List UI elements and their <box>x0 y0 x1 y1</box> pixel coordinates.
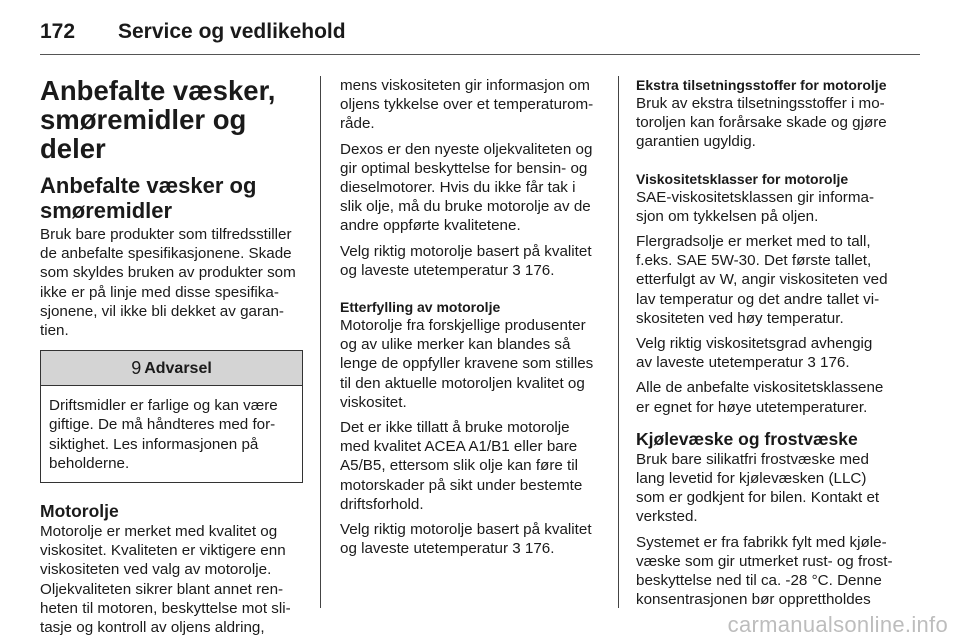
paragraph: Det er ikke tillatt å bruke motorolje med kvalitet ACEA A1/B1 eller bare A5/B5, ettersom slik olje kan føre til motorskader på sikt under bestemte driftsforhold. <box>340 419 583 513</box>
warning-title: Advarsel <box>144 359 212 377</box>
section-title-line: Anbefalte væsker, <box>40 75 276 106</box>
column-divider <box>618 76 619 608</box>
paragraph: Bruk bare silikatfri frostvæske med lang levetid for kjølevæsken (LLC) som er godkjent for bilen. Kontakt et verksted. <box>636 450 880 526</box>
kjolevaske-heading: Kjølevæske og frostvæske <box>636 428 858 449</box>
paragraph: Flergradsolje er merket med to tall, f.eks. SAE 5W-30. Det første tallet, etterfulgt av W, angir viskositeten ved lav temperatur og det andre tallet vi- skositeten ved høy temperatur. <box>636 233 888 327</box>
warning-body: Driftsmidler er farlige og kan være giftige. De må håndteres med for- siktighet. Les informasjonen på beholderne. <box>49 397 278 472</box>
intro-paragraph: Bruk bare produkter som tilfredsstiller de anbefalte spesifikasjonene. Skade som skyldes bruken av produkter som ikke er på linje med disse spesifika- sjonene, vil ikke bli dekket av garan- tien. <box>40 226 296 340</box>
watermark: carmanualsonline.info <box>727 612 948 637</box>
paragraph: Dexos er den nyeste oljekvaliteten og gir optimal beskyttelse for bensin- og dieselmotorer. Hvis du ikke får tak i slik olje, må du bruke motorolje av de andre oppførte kvalitetene. <box>340 140 593 235</box>
paragraph: Velg riktig motorolje basert på kvalitet og laveste utetemperatur 3 176. <box>340 521 592 558</box>
etterfylling-heading: Etterfylling av motorolje <box>340 299 501 316</box>
page-number: 172 <box>40 20 76 43</box>
page-header <box>40 14 920 55</box>
chapter-title: Service og vedlikehold <box>118 20 346 43</box>
viskositet-heading: Viskositetsklasser for motorolje <box>636 170 849 187</box>
paragraph: SAE-viskositetsklassen gir informa- sjon om tykkelsen på oljen. <box>636 188 875 225</box>
paragraph: Velg riktig motorolje basert på kvalitet og laveste utetemperatur 3 176. <box>340 242 592 279</box>
motorolje-paragraph: Motorolje er merket med kvalitet og viskositet. Kvaliteten er viktigere enn viskositeten ved valg av motorolje. Oljekvaliteten sikrer blant annet ren- heten til motoren, beskyttelse mot sli- tasje og kontroll av oljens aldring, <box>40 523 291 637</box>
paragraph: mens viskositeten gir informasjon om oljens tykkelse over et temperaturom- råde. <box>340 77 594 133</box>
paragraph: Systemet er fra fabrikk fylt med kjøle- væske som gir utmerket rust- og frost- beskyttelse ned til ca. -28 °C. Denne konsentrasjonen bør opprettholdes <box>636 533 893 609</box>
subsection-title-line: Anbefalte væsker og <box>40 173 257 198</box>
section-title-line: smøremidler og deler <box>40 104 247 164</box>
paragraph: Bruk av ekstra tilsetningsstoffer i mo- toroljen kan forårsake skade og gjøre garantien ugyldig. <box>636 95 887 151</box>
ekstra-heading: Ekstra tilsetningsstoffer for motorolje <box>636 77 887 93</box>
warning-icon: 9 <box>131 357 142 378</box>
column-middle <box>340 76 603 564</box>
paragraph: Velg riktig viskositetsgrad avhengig av laveste utetemperatur 3 176. <box>636 335 873 372</box>
motorolje-heading: Motorolje <box>40 501 119 522</box>
subsection-title-line: smøremidler <box>40 198 173 223</box>
section-title <box>40 76 303 163</box>
column-right <box>636 76 928 615</box>
subsection-title <box>40 173 303 223</box>
warning-header <box>41 351 302 386</box>
warning-box <box>40 350 303 483</box>
paragraph: Alle de anbefalte viskositetsklassene er egnet for høye utetemperaturer. <box>636 379 884 416</box>
paragraph: Motorolje fra forskjellige produsenter og av ulike merker kan blandes så lenge de oppfyller kravene som stilles til den aktuelle motoroljen kvalitet og viskositet. <box>340 317 594 411</box>
column-left <box>40 76 303 643</box>
column-divider <box>320 76 321 608</box>
